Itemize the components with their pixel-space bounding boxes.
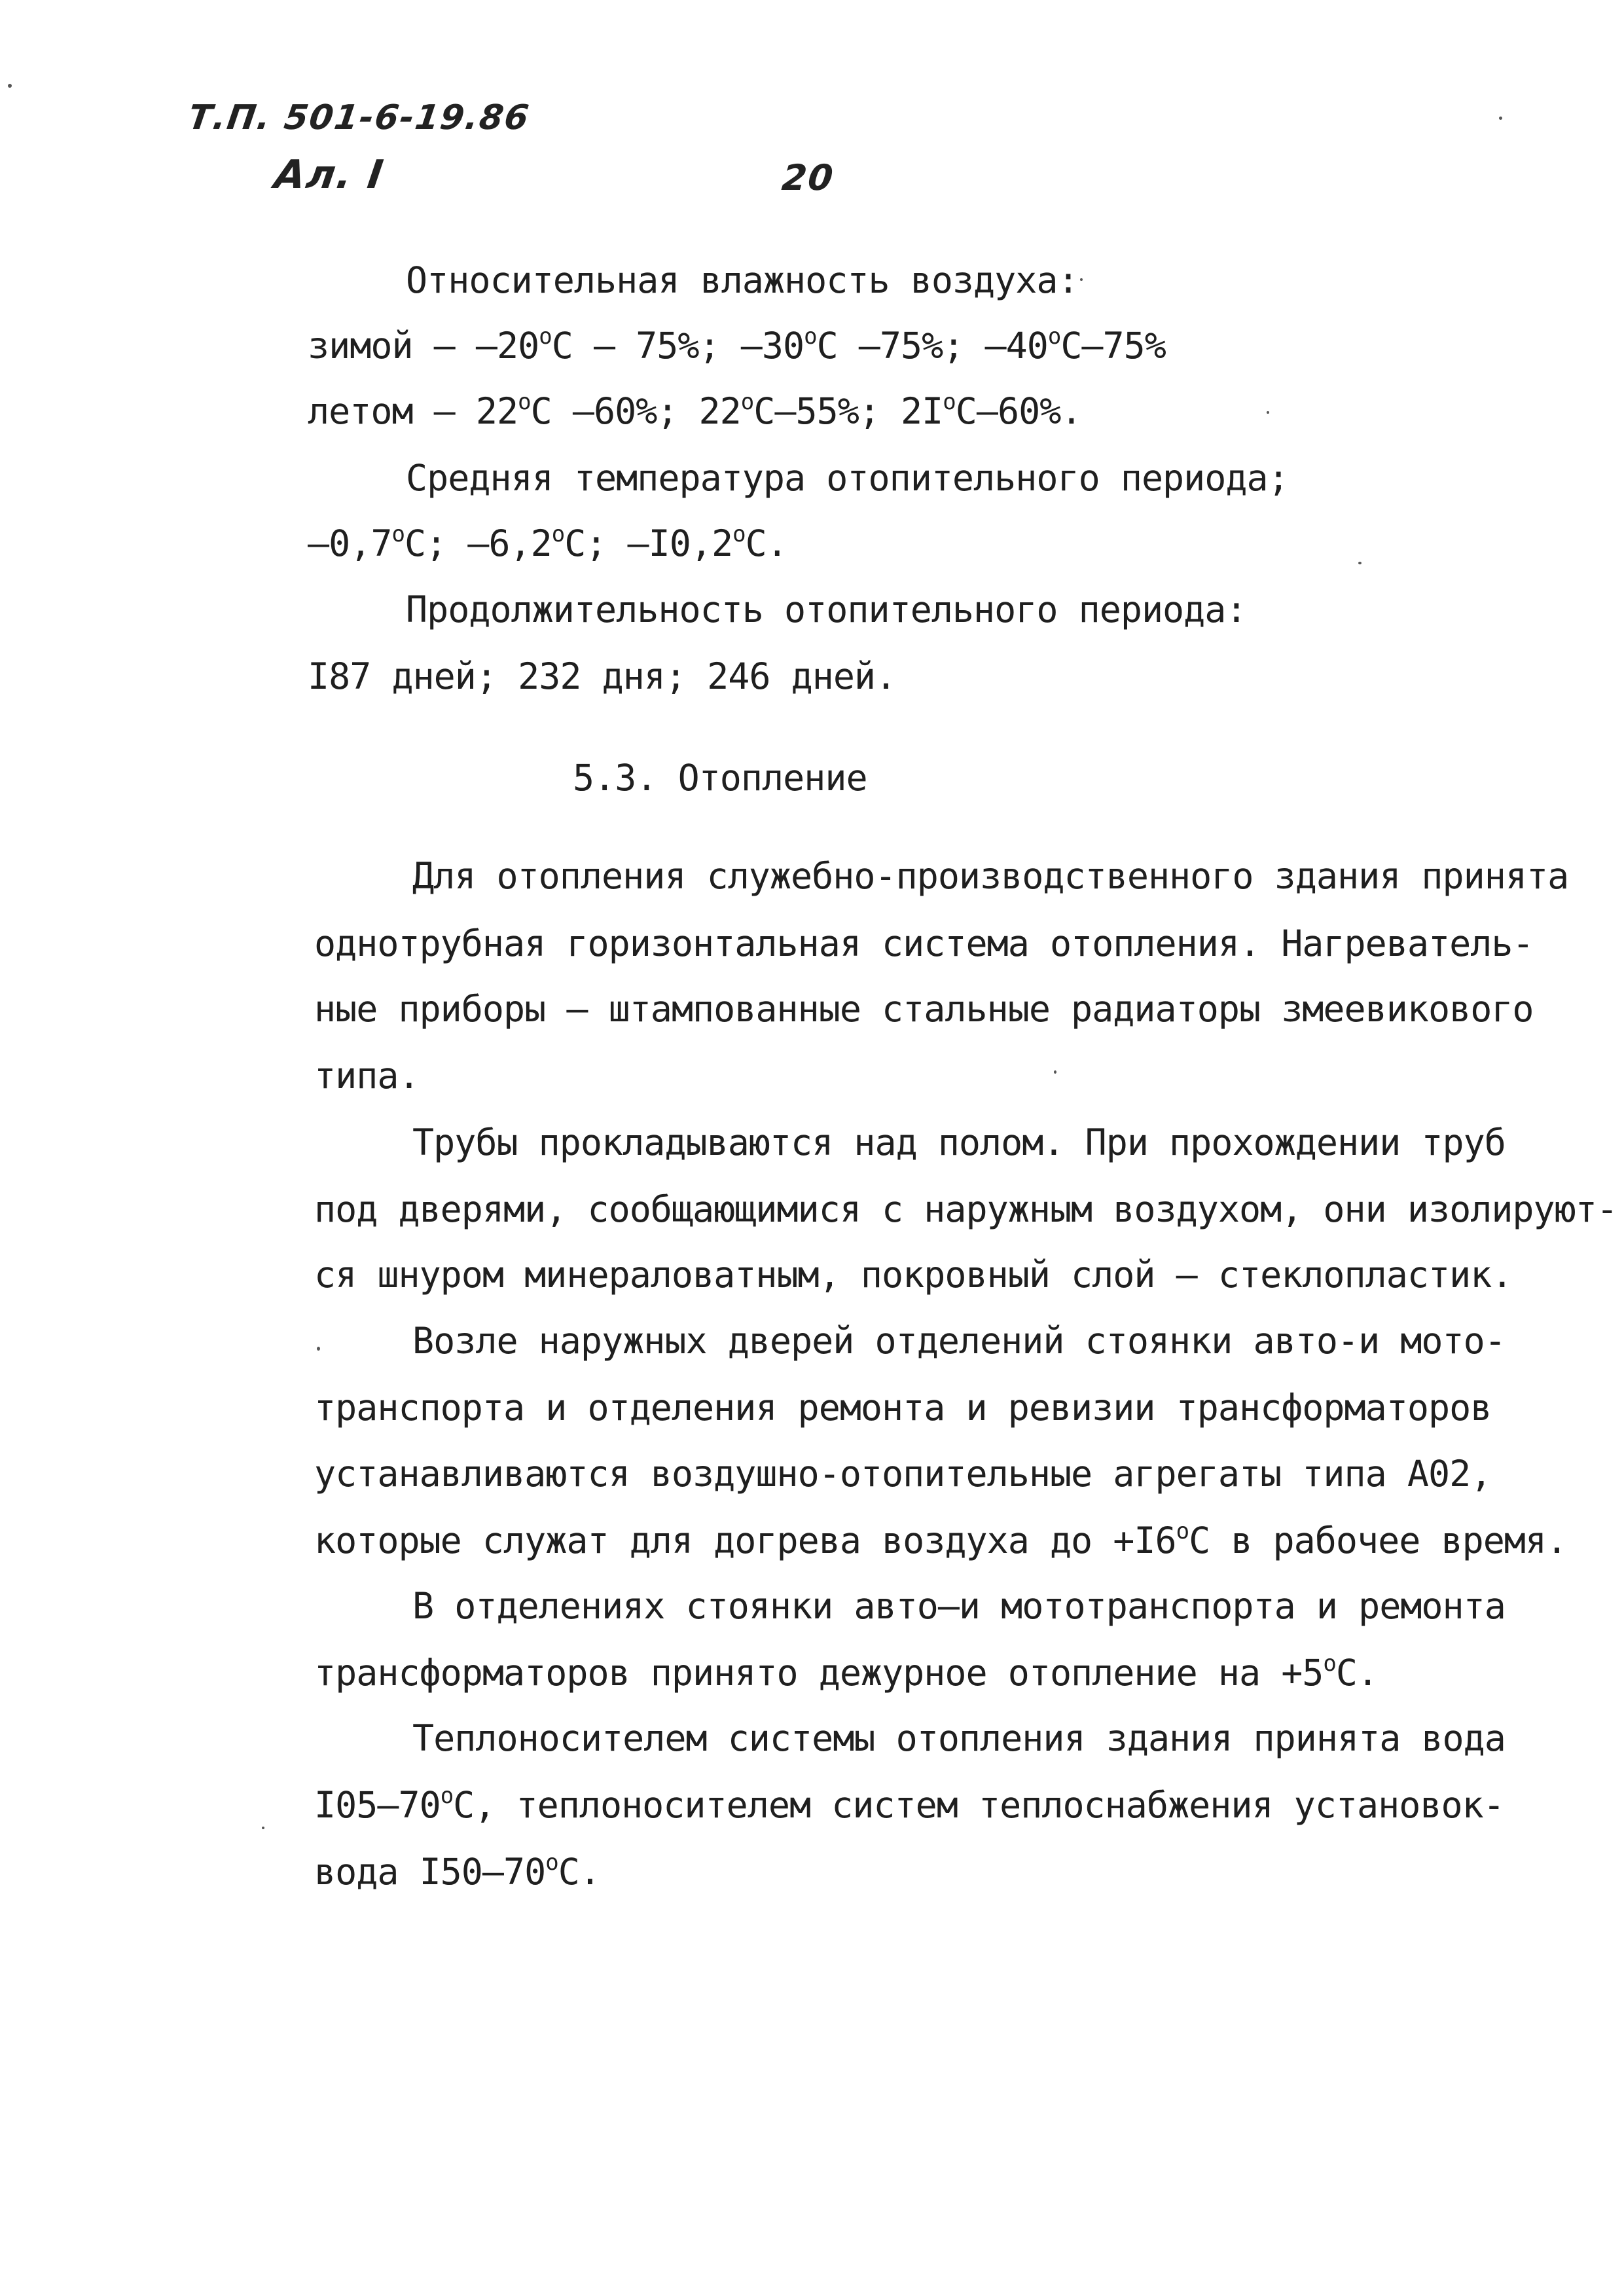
paragraph-line: типа.	[314, 1055, 420, 1097]
scan-speck	[317, 1347, 320, 1351]
sheet-label: Ал. I	[272, 152, 388, 198]
paragraph-line: Для отопления служебно-производственного здания принята	[412, 855, 1569, 897]
paragraph-line: транспорта и отделения ремонта и ревизии трансформаторов	[314, 1387, 1492, 1429]
document-code: Т.П. 501-6-19.86	[185, 98, 533, 137]
scan-speck	[1080, 278, 1083, 281]
scan-speck	[8, 84, 12, 88]
scan-speck	[262, 1827, 264, 1829]
paragraph-line: устанавливаются воздушно-отопительные агрегаты типа А02,	[314, 1453, 1492, 1495]
paragraph-line: Трубы прокладываются над полом. При прохождении труб	[412, 1121, 1506, 1163]
paragraph-line: Возле наружных дверей отделений стоянки авто-и мото-	[412, 1320, 1506, 1362]
paragraph-line: В отделениях стоянки авто–и мототранспорта и ремонта	[412, 1585, 1506, 1627]
duration-values: I87 дней; 232 дня; 246 дней.	[308, 655, 897, 697]
paragraph-line: ся шнуром минераловатным, покровный слой – стеклопластик.	[314, 1254, 1513, 1296]
paragraph-line: которые служат для догрева воздуха до $+I6^оС$ в рабочее время.	[314, 1518, 1568, 1561]
section-heading: 5.3. Отопление	[573, 757, 867, 799]
paragraph-line: ные приборы – штампованные стальные радиаторы змеевикового	[314, 988, 1534, 1030]
avg-temp-title: Средняя температура отопительного периода;	[406, 457, 1289, 499]
humidity-winter: зимой – $-20^оС - 75\%$; $-30^оС$ –75%; $-40^оС-75\%$	[308, 323, 1166, 367]
scan-speck	[1499, 117, 1502, 120]
paragraph-line: однотрубная горизонтальная система отопления. Нагреватель-	[314, 922, 1534, 964]
paragraph-line: под дверями, сообщающимися с наружным воздухом, они изолируют-	[314, 1188, 1617, 1230]
scan-speck	[1267, 411, 1269, 414]
duration-title: Продолжительность отопительного периода:	[406, 589, 1247, 630]
paragraph-line: Теплоносителем системы отопления здания принята вода	[412, 1717, 1506, 1759]
humidity-summer: летом – $22^оС$ –60%; $22^оС-55\%$; $2I^оС-60\%$.	[308, 389, 1082, 432]
humidity-title: Относительная влажность воздуха:	[406, 259, 1079, 301]
paragraph-line: $I05-70^оС$, теплоносителем систем теплоснабжения установок-	[314, 1783, 1504, 1826]
scan-speck	[1054, 1070, 1056, 1074]
scan-speck	[1358, 562, 1362, 564]
paragraph-line: трансформаторов принято дежурное отопление на $+5^оС$.	[314, 1650, 1379, 1694]
avg-temp-values: $-0,7^оС$; $-6,2^оС$; $-I0,2^оС$.	[308, 521, 787, 564]
page-number: 20	[780, 157, 837, 198]
paragraph-line: вода $I50-70^оС$.	[314, 1850, 600, 1893]
